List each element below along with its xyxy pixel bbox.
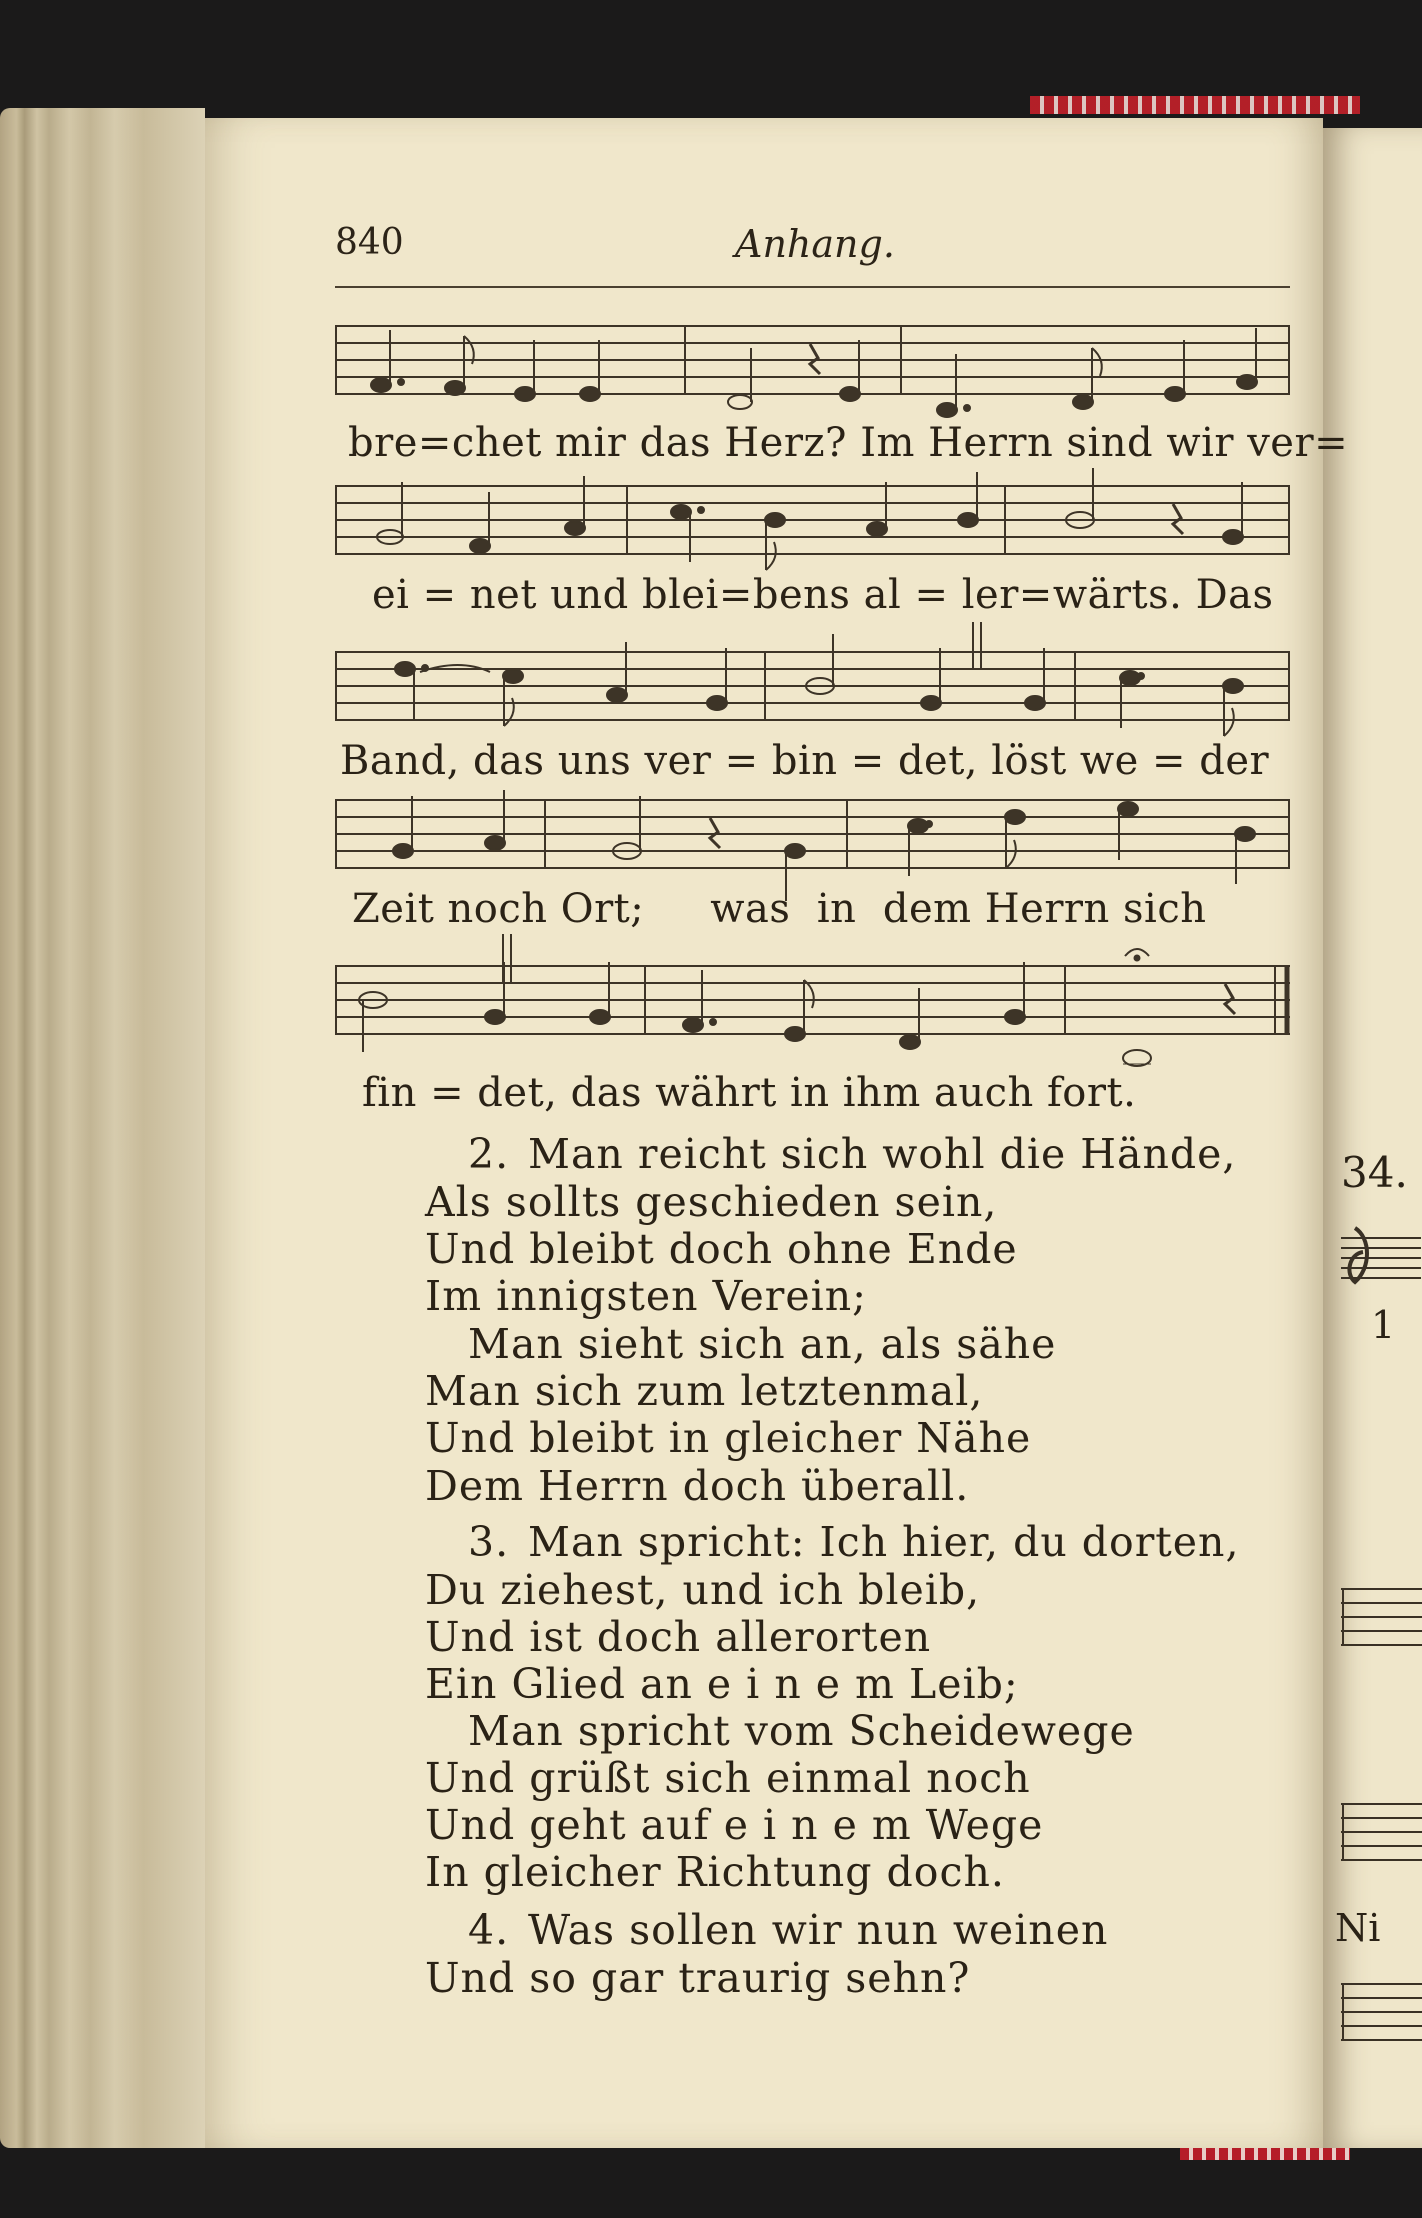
stanza-4-line-1: Was sollen wir nun weinen	[528, 1906, 1109, 1954]
stanza-3-line-3: Und ist doch allerorten	[425, 1613, 932, 1661]
facing-text-fragment: Ni	[1335, 1906, 1381, 1950]
bookmark-ribbon	[1030, 96, 1360, 114]
music-staff-3	[335, 648, 1290, 738]
facing-music-fragment	[1341, 1218, 1421, 1498]
header-rule	[335, 286, 1290, 288]
stanza-3-line-2: Du ziehest, und ich bleib,	[425, 1566, 981, 1614]
stanza-2-line-4: Im innigsten Verein;	[425, 1272, 867, 1320]
book-page-edges	[0, 108, 205, 2148]
stanza-3-line-1: Man spricht: Ich hier, du dorten,	[528, 1518, 1240, 1566]
stanza-3-line-8: In gleicher Richtung doch.	[425, 1848, 1005, 1896]
stanza-4-line-2: Und so gar traurig sehn?	[425, 1954, 971, 2002]
stanza-2-line-2: Als sollts geschieden sein,	[425, 1178, 998, 1226]
facing-verse-number: 1	[1371, 1303, 1396, 1347]
stanza-3-line-4: Ein Glied an e i n e m Leib;	[425, 1660, 1019, 1708]
lyric-line-5: fin = det, das währt in ihm auch fort.	[362, 1070, 1137, 1116]
stanza-2-line-1: Man reicht sich wohl die Hände,	[528, 1130, 1237, 1178]
stanza-2-line-6: Man sich zum letztenmal,	[425, 1367, 984, 1415]
lyric-line-2: ei = net und blei=bens al = ler=wärts. Das	[372, 572, 1274, 618]
stanza-3-line-5: Man spricht vom Scheidewege	[468, 1707, 1135, 1755]
stanza-3-line-7: Und geht auf e i n e m Wege	[425, 1801, 1044, 1849]
lyric-line-3: Band, das uns ver = bin = det, löst we = der	[340, 738, 1270, 784]
stanza-2-line-7: Und bleibt in gleicher Nähe	[425, 1414, 1032, 1462]
stanza-4-number: 4.	[468, 1906, 510, 1954]
stanza-2-line-8: Dem Herrn doch überall.	[425, 1462, 970, 1510]
lyric-line-1: bre=chet mir das Herz? Im Herrn sind wir ver=	[348, 420, 1349, 466]
music-staff-4	[335, 796, 1290, 886]
lyric-line-4: Zeit noch Ort; was in dem Herrn sich	[352, 886, 1207, 932]
music-staff-2	[335, 482, 1290, 572]
stanza-2-line-5: Man sieht sich an, als sähe	[468, 1320, 1057, 1368]
facing-staff-3	[1341, 1978, 1422, 2058]
page-number: 840	[335, 222, 404, 263]
stanza-2-line-3: Und bleibt doch ohne Ende	[425, 1225, 1018, 1273]
facing-staff-2	[1341, 1798, 1422, 1878]
running-head	[335, 222, 1285, 274]
facing-staff-1	[1341, 1583, 1422, 1663]
music-staff-1	[335, 322, 1290, 412]
stanza-3-number: 3.	[468, 1518, 510, 1566]
running-title: Anhang.	[735, 222, 895, 266]
facing-hymn-number: 34.	[1341, 1148, 1408, 1197]
stanza-2-number: 2.	[468, 1130, 510, 1178]
music-staff-5	[335, 962, 1290, 1072]
stanza-3-line-6: Und grüßt sich einmal noch	[425, 1754, 1031, 1802]
bookmark-ribbon-end	[1180, 2146, 1350, 2160]
